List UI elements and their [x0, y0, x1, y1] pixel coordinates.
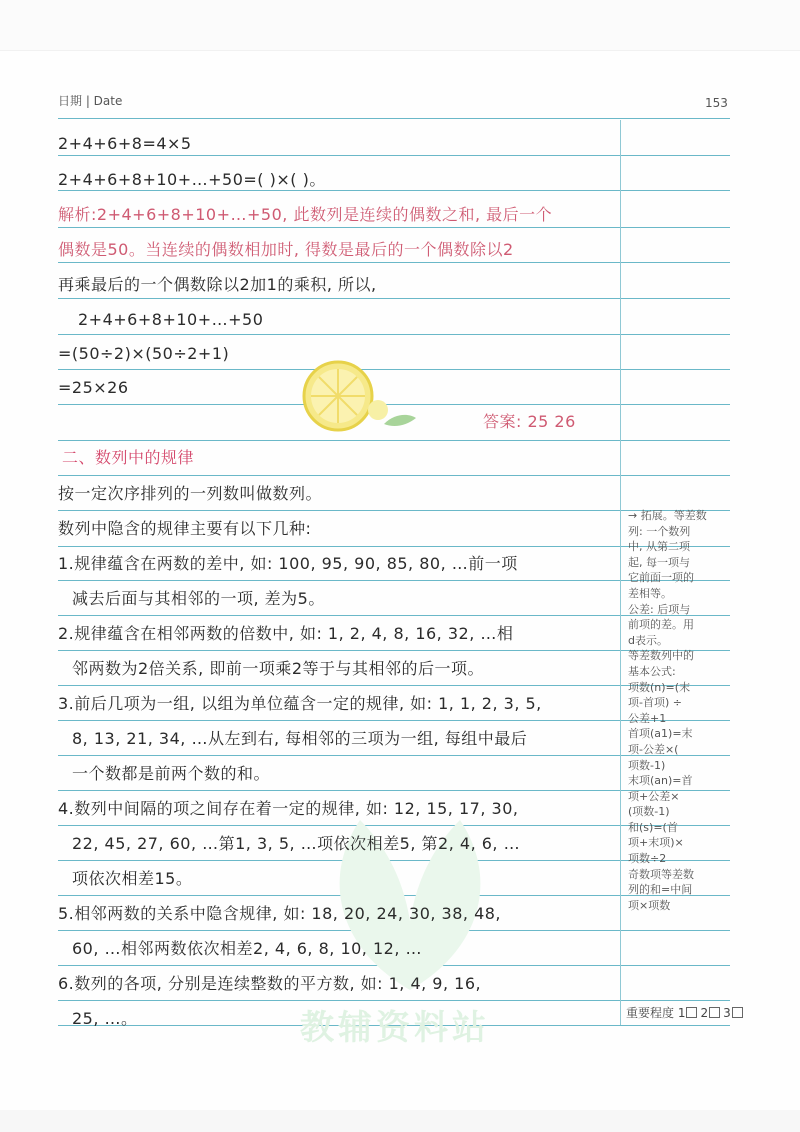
importance-level: 2 [700, 1006, 709, 1020]
rule-item-4-cont: 项依次相差15。 [72, 869, 193, 888]
page-top-band [0, 0, 800, 51]
sidebar-note-line: 项数(n)=(末 [628, 680, 691, 694]
analysis-label: 解析: [58, 205, 97, 224]
lemon-slice-icon [298, 358, 418, 438]
sidebar-note-line: d表示。 [628, 633, 668, 647]
rule-item-5-cont: 60, …相邻两数依次相差2, 4, 6, 8, 10, 12, … [72, 939, 423, 958]
sidebar-note-line: 基本公式: [628, 664, 676, 678]
sidebar-note-line: (项数-1) [628, 805, 670, 819]
importance-checkbox-icon [709, 1007, 720, 1018]
analysis-text: 再乘最后的一个偶数除以2加1的乘积, 所以, [58, 275, 377, 294]
sidebar-note-line: 前项的差。用 [628, 618, 694, 632]
analysis-text: 偶数是50。当连续的偶数相加时, 得数是最后的一个偶数除以2 [58, 240, 514, 259]
sidebar-note-line: 末项(an)=首 [628, 774, 693, 788]
sidebar-note-line: 列的和=中间 [628, 883, 693, 897]
rule-item-6-cont: 25, …。 [72, 1009, 138, 1028]
importance-checkbox-icon [686, 1007, 697, 1018]
sidebar-note-line: 起, 每一项与 [628, 555, 690, 569]
sidebar-note-line: 项×项数 [628, 898, 671, 912]
sidebar-note-line: 项-公差×( [628, 742, 679, 756]
rule-item-4-cont: 22, 45, 27, 60, …第1, 3, 5, …项依次相差5, 第2, 4, 6, … [72, 834, 521, 853]
equation-line: 2+4+6+8=4×5 [58, 134, 192, 153]
analysis-line [58, 205, 552, 225]
rule-item-2-cont: 邻两数为2倍关系, 即前一项乘2等于与其相邻的后一项。 [72, 659, 485, 678]
sidebar-note-line: 和(s)=(首 [628, 820, 678, 834]
importance-rating [626, 1004, 746, 1021]
rule-item-2: 2.规律蕴含在相邻两数的倍数中, 如: 1, 2, 4, 8, 16, 32, …相 [58, 624, 514, 643]
sidebar-note-line: 等差数列中的 [628, 649, 694, 663]
watermark-leaf-icon [300, 800, 520, 1000]
section-intro: 数列中隐含的规律主要有以下几种: [58, 519, 312, 538]
section-title: 二、数列中的规律 [62, 448, 195, 467]
date-label: 日期 | Date [58, 94, 123, 108]
calc-line: =(50÷2)×(50÷2+1) [58, 344, 230, 363]
calc-line: =25×26 [58, 378, 129, 397]
sidebar-note-line: 项数÷2 [628, 852, 667, 866]
sidebar-note-line: 首项(a1)=末 [628, 727, 693, 741]
rule-item-3-cont: 8, 13, 21, 34, …从左到右, 每相邻的三项为一组, 每组中最后 [72, 729, 528, 748]
sidebar-note-line: 项+末项)× [628, 836, 684, 850]
importance-checkbox-icon [732, 1007, 743, 1018]
importance-level: 1 [677, 1006, 686, 1020]
page-bottom-band [0, 1110, 800, 1132]
rule-item-3: 3.前后几项为一组, 以组为单位蕴含一定的规律, 如: 1, 1, 2, 3, 5, [58, 694, 542, 713]
equation-question: 2+4+6+8+10+…+50=( )×( )。 [58, 170, 326, 189]
watermark-text: 教辅资料站 [300, 1008, 490, 1048]
sidebar-note-line: 公差+1 [628, 711, 667, 725]
answer-text: 答案: 25 26 [483, 412, 576, 431]
calc-line: 2+4+6+8+10+…+50 [78, 310, 264, 329]
rule-item-3-cont: 一个数都是前两个数的和。 [72, 764, 271, 783]
rule-item-5: 5.相邻两数的关系中隐含规律, 如: 18, 20, 24, 30, 38, 48, [58, 904, 502, 923]
page-number: 153 [705, 96, 728, 110]
sidebar-notes [628, 508, 736, 913]
importance-label: 重要程度 [626, 1006, 675, 1020]
rule-item-4: 4.数列中间隔的项之间存在着一定的规律, 如: 12, 15, 17, 30, [58, 799, 519, 818]
sidebar-note-line: 列: 一个数列 [628, 524, 691, 538]
section-intro: 按一定次序排列的一列数叫做数列。 [58, 484, 323, 503]
sidebar-note-line: 它前面一项的 [628, 571, 694, 585]
sidebar-note-line: → 拓展。等差数 [628, 509, 707, 522]
sidebar-note-line: 奇数项等差数 [628, 867, 694, 881]
sidebar-note-line: 公差: 后项与 [628, 602, 691, 616]
rule-item-1: 1.规律蕴含在两数的差中, 如: 100, 95, 90, 85, 80, …前一项 [58, 554, 518, 573]
rule-item-6: 6.数列的各项, 分别是连续整数的平方数, 如: 1, 4, 9, 16, [58, 974, 482, 993]
importance-level: 3 [723, 1006, 731, 1020]
sidebar-note-line: 项数-1) [628, 758, 666, 772]
rule-item-1-cont: 减去后面与其相邻的一项, 差为5。 [72, 589, 325, 608]
sidebar-note-line: 项-首项) ÷ [628, 696, 682, 710]
sidebar-note-line: 差相等。 [628, 586, 672, 600]
sidebar-note-line: 项+公差× [628, 789, 680, 803]
sidebar-note-line: 中, 从第二项 [628, 540, 690, 554]
analysis-text: 2+4+6+8+10+…+50, 此数列是连续的偶数之和, 最后一个 [96, 205, 553, 224]
